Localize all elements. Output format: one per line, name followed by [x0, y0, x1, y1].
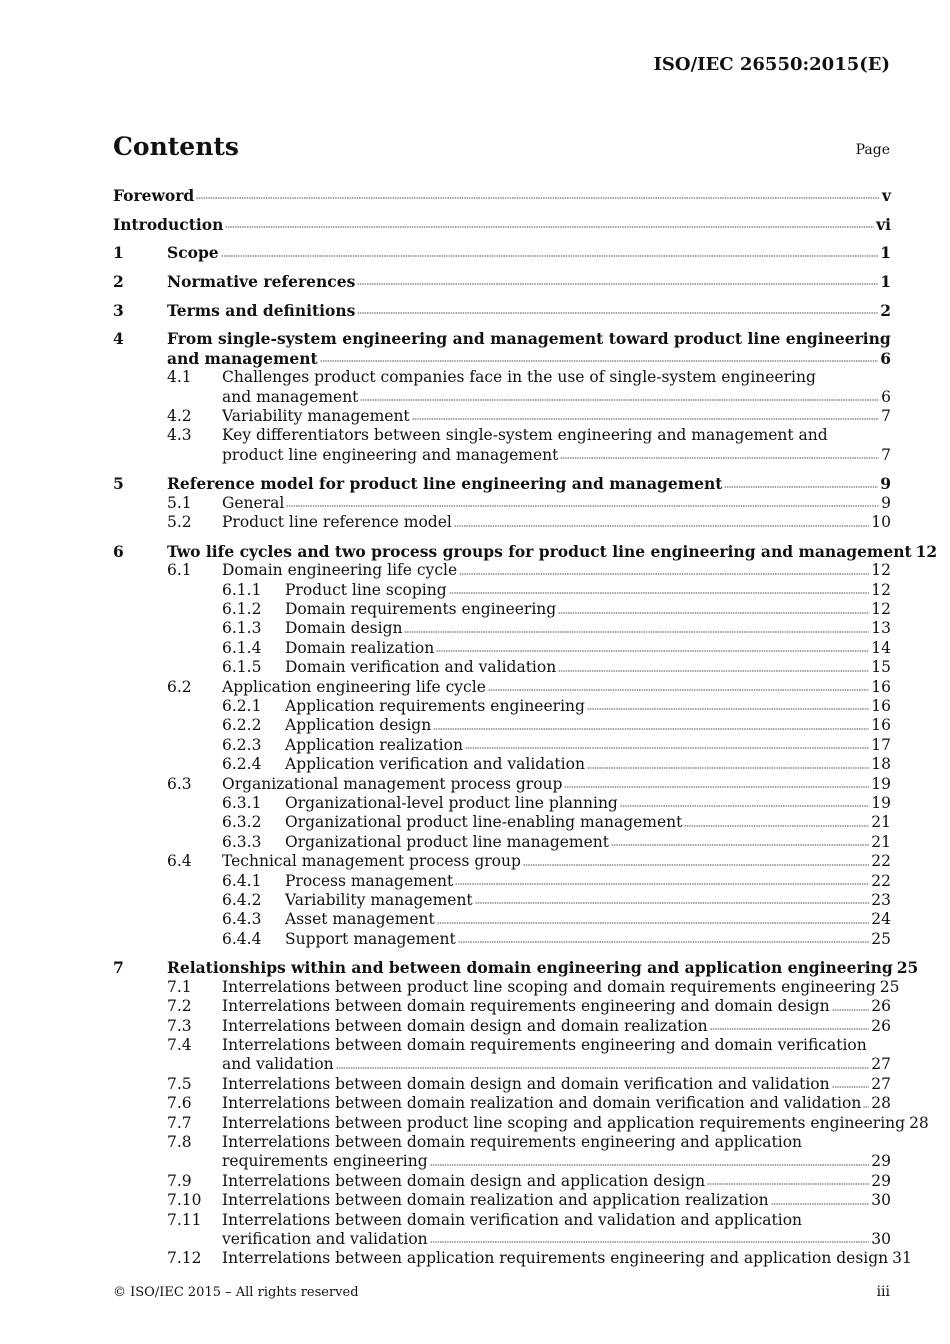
toc-entry-number: 3 [113, 300, 124, 320]
toc-entry[interactable] [113, 775, 891, 794]
page-column-label: Page [855, 142, 890, 158]
toc-entry-page: 13 [871, 619, 891, 638]
toc-entry-title: Product line scoping [285, 580, 447, 599]
toc-entry-page: 27 [871, 1055, 891, 1074]
toc-entry-page: 14 [871, 638, 891, 657]
toc-entry-page: 28 [909, 1113, 929, 1132]
toc-dot-leader [221, 254, 879, 258]
toc-entry-title: Product line reference model [222, 513, 452, 532]
toc-entry[interactable] [113, 1055, 891, 1074]
toc-dot-leader [475, 901, 870, 905]
toc-entry[interactable] [113, 716, 891, 735]
toc-entry-title: Introduction [113, 214, 224, 234]
toc-dot-leader [523, 863, 869, 867]
toc-dot-leader [357, 282, 878, 286]
toc-entry-page: vi [876, 214, 891, 234]
toc-dot-leader [437, 921, 869, 925]
toc-entry[interactable] [113, 755, 891, 774]
toc-dot-leader [465, 746, 869, 750]
toc-entry[interactable] [113, 658, 891, 677]
toc-dot-leader [458, 940, 870, 944]
toc-entry-title: Application requirements engineering [285, 697, 585, 716]
toc-dot-leader [488, 688, 869, 692]
toc-entry-title: Application design [285, 716, 432, 735]
toc-entry-title: Process management [285, 871, 454, 890]
toc-dot-leader [771, 1202, 870, 1206]
toc-entry-number: 6.1.1 [222, 580, 262, 599]
toc-dot-leader [225, 225, 874, 229]
toc-entry-title: Technical management process group [222, 852, 521, 871]
contents-heading: Contents [113, 132, 240, 161]
toc-entry-title: Scope [167, 243, 219, 263]
toc-entry-page: 12 [871, 600, 891, 619]
toc-entry-title: Application realization [285, 735, 463, 754]
toc-entry[interactable] [113, 813, 891, 832]
toc-entry-number: 6.2.1 [222, 697, 262, 716]
toc-entry-page: 21 [871, 832, 891, 851]
toc-entry-number: 7.2 [167, 997, 192, 1016]
toc-entry-title: Domain realization [285, 638, 435, 657]
toc-entry[interactable] [113, 833, 891, 852]
toc-entry-page: 22 [871, 871, 891, 890]
toc-entry-title: and validation [222, 1055, 334, 1074]
toc-entry[interactable] [113, 561, 891, 580]
toc-entry-number: 2 [113, 272, 124, 292]
toc-dot-leader [286, 504, 879, 508]
toc-entry[interactable] [113, 678, 891, 697]
toc-entry-page: 19 [871, 774, 891, 793]
toc-entry[interactable] [113, 1249, 912, 1268]
toc-entry-title: Interrelations between domain verification and validation and application [222, 1210, 803, 1229]
toc-entry[interactable] [113, 388, 891, 407]
toc-dot-leader [412, 417, 879, 421]
toc-entry-page: 7 [881, 406, 891, 425]
toc-dot-leader [832, 1085, 870, 1089]
toc-dot-leader [684, 824, 869, 828]
toc-entry-title: Interrelations between domain design and application design [222, 1171, 706, 1190]
toc-entry[interactable] [113, 891, 891, 910]
toc-entry-page: 6 [880, 348, 891, 368]
toc-entry-number: 4.3 [167, 426, 192, 445]
toc-entry[interactable] [113, 697, 891, 716]
toc-entry[interactable] [113, 1075, 891, 1094]
toc-entry-number: 7.4 [167, 1035, 192, 1054]
toc-entry-number: 6.4.3 [222, 910, 262, 929]
toc-entry[interactable] [113, 513, 891, 532]
toc-dot-leader [320, 359, 879, 363]
toc-entry-number: 7 [113, 958, 124, 978]
toc-entry-title: product line engineering and management [222, 445, 559, 464]
copyright-footer: © ISO/IEC 2015 – All rights reserved [113, 1285, 359, 1300]
toc-entry-page: 16 [871, 697, 891, 716]
toc-entry[interactable] [113, 639, 891, 658]
toc-entry-title: Challenges product companies face in the use of single-system engineering [222, 368, 816, 387]
toc-entry-page: 12 [871, 580, 891, 599]
toc-entry-page: 10 [871, 513, 891, 532]
toc-entry-title: Interrelations between domain requirements engineering and domain verification [222, 1035, 867, 1054]
toc-dot-leader [449, 591, 870, 595]
toc-entry-title: verification and validation [222, 1229, 428, 1248]
toc-entry[interactable] [113, 600, 891, 619]
toc-entry-title: Variability management [222, 406, 410, 425]
toc-entry-page: 31 [892, 1249, 912, 1268]
toc-entry-number: 7.1 [167, 977, 192, 996]
toc-entry[interactable] [113, 1017, 891, 1036]
toc-entry-page: 27 [871, 1074, 891, 1093]
toc-dot-leader [430, 1240, 870, 1244]
toc-entry-title: Interrelations between domain requirements engineering and domain design [222, 997, 830, 1016]
toc-entry[interactable] [113, 1230, 891, 1249]
toc-entry-title: and management [222, 387, 359, 406]
toc-entry-title: Two life cycles and two process groups for product line engineering and management [167, 541, 912, 561]
toc-dot-leader [710, 1027, 870, 1031]
toc-entry-number: 1 [113, 243, 124, 263]
toc-entry-number: 6.1.3 [222, 619, 262, 638]
toc-entry-number: 7.11 [167, 1210, 202, 1229]
toc-entry-page: 15 [871, 658, 891, 677]
toc-entry-page: 12 [915, 541, 938, 561]
toc-entry-page: 12 [871, 561, 891, 580]
toc-entry-title: Asset management [285, 910, 435, 929]
toc-dot-leader [724, 485, 878, 489]
toc-entry-number: 7.3 [167, 1016, 192, 1035]
toc-entry-title: Interrelations between domain requirements engineering and application [222, 1132, 803, 1151]
toc-entry-number: 5.2 [167, 513, 192, 532]
toc-entry-number: 6.2.2 [222, 716, 262, 735]
toc-entry[interactable] [113, 541, 938, 561]
toc-entry[interactable] [113, 852, 891, 871]
toc-entry[interactable] [113, 329, 891, 348]
toc-entry-title: Interrelations between domain realization and application realization [222, 1191, 769, 1210]
toc-dot-leader [564, 785, 869, 789]
toc-entry-title: Domain verification and validation [285, 658, 557, 677]
toc-entry-page: 30 [871, 1229, 891, 1248]
toc-entry-number: 6.4.4 [222, 929, 262, 948]
toc-entry-page: 25 [871, 929, 891, 948]
toc-entry-page: 28 [871, 1094, 891, 1113]
toc-entry-number: 6.3.2 [222, 813, 262, 832]
toc-dot-leader [454, 524, 869, 528]
toc-entry[interactable] [113, 1152, 891, 1171]
toc-entry-page: 26 [871, 1016, 891, 1035]
toc-entry-title: Organizational product line management [285, 832, 609, 851]
toc-entry[interactable] [113, 1191, 891, 1210]
toc-entry[interactable] [113, 407, 891, 426]
toc-entry-number: 7.10 [167, 1191, 202, 1210]
toc-entry[interactable] [113, 186, 891, 205]
toc-dot-leader [404, 630, 869, 634]
toc-entry-number: 6.1.4 [222, 638, 262, 657]
toc-entry[interactable] [113, 930, 891, 949]
toc-dot-leader [558, 611, 869, 615]
toc-entry-page: 16 [871, 716, 891, 735]
toc-dot-leader [611, 843, 869, 847]
toc-entry-title: Key differentiators between single-system engineering and management and [222, 426, 828, 445]
document-id-header: ISO/IEC 26550:2015(E) [653, 54, 890, 75]
toc-entry-number: 5.1 [167, 493, 192, 512]
toc-entry-number: 6.3.1 [222, 794, 262, 812]
toc-entry-title: Organizational product line-enabling management [285, 813, 683, 832]
toc-entry-page: 30 [871, 1191, 891, 1210]
toc-dot-leader [436, 649, 869, 653]
toc-entry-title: Normative references [167, 272, 356, 292]
toc-entry-number: 6.2.4 [222, 755, 262, 774]
toc-entry-number: 5 [113, 474, 124, 494]
toc-entry-page: 2 [880, 300, 891, 320]
toc-entry-title: From single-system engineering and management toward product line engineering [167, 329, 891, 349]
toc-entry[interactable] [113, 301, 891, 320]
toc-entry-title: Interrelations between product line scoping and domain requirements engineering [222, 977, 876, 996]
toc-entry-title: Domain engineering life cycle [222, 561, 458, 580]
toc-entry-page: 25 [879, 977, 900, 996]
toc-entry-page: v [881, 185, 891, 205]
toc-dot-leader [587, 766, 869, 770]
toc-entry[interactable] [113, 1094, 891, 1113]
toc-entry[interactable] [113, 426, 891, 445]
toc-entry-page: 7 [881, 445, 891, 464]
toc-entry[interactable] [113, 1172, 891, 1191]
toc-entry-page: 18 [871, 755, 891, 774]
toc-entry[interactable] [113, 1211, 891, 1230]
toc-entry-title: Interrelations between domain design and domain realization [222, 1016, 708, 1035]
toc-dot-leader [620, 804, 869, 808]
toc-entry-page: 17 [871, 735, 891, 754]
toc-entry-title: General [222, 493, 285, 512]
toc-entry-number: 7.8 [167, 1132, 192, 1151]
toc-entry[interactable] [113, 581, 891, 600]
toc-entry-page: 6 [881, 387, 891, 406]
toc-entry-number: 7.9 [167, 1171, 192, 1190]
toc-entry-number: 6.1.5 [222, 658, 262, 677]
toc-entry-page: 24 [871, 910, 891, 929]
toc-entry-title: Reference model for product line engineering and management [167, 474, 723, 494]
toc-entry-page: 9 [880, 474, 891, 494]
toc-entry[interactable] [113, 794, 891, 813]
toc-entry-page: 1 [880, 272, 891, 292]
toc-entry-title: requirements engineering [222, 1152, 428, 1171]
table-of-contents [113, 185, 938, 1269]
toc-entry-title: and management [167, 348, 318, 368]
toc-entry-title: Foreword [113, 185, 195, 205]
toc-entry-number: 4.2 [167, 406, 192, 425]
toc-entry-title: Interrelations between domain realization and domain verification and validation [222, 1094, 862, 1113]
toc-entry-number: 7.6 [167, 1094, 192, 1113]
toc-dot-leader [455, 882, 869, 886]
toc-entry-number: 6.3 [167, 774, 192, 793]
toc-entry[interactable] [113, 474, 891, 493]
toc-entry-number: 6.2 [167, 677, 192, 696]
toc-entry[interactable] [113, 910, 891, 929]
toc-entry-page: 19 [871, 794, 891, 812]
toc-entry-title: Interrelations between application requirements engineering and application design [222, 1249, 889, 1268]
toc-entry-number: 4 [113, 329, 124, 349]
toc-entry[interactable] [113, 958, 919, 978]
toc-entry-number: 6.4 [167, 852, 192, 871]
toc-entry-number: 6.1.2 [222, 600, 262, 619]
toc-dot-leader [560, 456, 879, 460]
toc-dot-leader [558, 669, 869, 673]
toc-entry[interactable] [113, 215, 891, 234]
toc-entry-title: Support management [285, 929, 456, 948]
toc-entry-number: 7.12 [167, 1249, 202, 1268]
toc-entry-page: 21 [871, 813, 891, 832]
toc-entry-number: 6.1 [167, 561, 192, 580]
toc-entry-page: 29 [871, 1171, 891, 1190]
toc-entry[interactable] [113, 1113, 929, 1133]
toc-entry-title: Relationships within and between domain engineering and application engineering [167, 958, 893, 978]
toc-entry[interactable] [113, 272, 891, 291]
toc-entry-title: Variability management [285, 890, 473, 909]
toc-dot-leader [430, 1163, 870, 1167]
toc-entry-title: Application engineering life cycle [222, 677, 486, 696]
toc-dot-leader [832, 1008, 870, 1012]
toc-entry-page: 26 [871, 997, 891, 1016]
toc-entry-page: 23 [871, 890, 891, 909]
page-number: iii [876, 1284, 890, 1300]
toc-entry-number: 6.3.3 [222, 832, 262, 851]
toc-entry-title: Interrelations between product line scoping and application requirements engineering [222, 1113, 906, 1132]
toc-entry-page: 25 [896, 958, 919, 978]
toc-entry-title: Application verification and validation [285, 755, 585, 774]
toc-entry-number: 6.2.3 [222, 735, 262, 754]
toc-entry-title: Organizational management process group [222, 774, 563, 793]
toc-entry-number: 6.4.2 [222, 890, 262, 909]
toc-dot-leader [196, 196, 880, 200]
toc-entry[interactable] [113, 243, 891, 262]
toc-dot-leader [707, 1182, 869, 1186]
toc-dot-leader [336, 1066, 870, 1070]
toc-entry-title: Domain design [285, 619, 403, 638]
toc-entry[interactable] [113, 736, 891, 755]
toc-entry-page: 29 [871, 1152, 891, 1171]
toc-dot-leader [357, 311, 878, 315]
toc-entry-number: 6 [113, 541, 124, 561]
toc-entry-title: Domain requirements engineering [285, 600, 557, 619]
toc-dot-leader [360, 398, 879, 402]
toc-entry[interactable] [113, 620, 891, 639]
toc-entry-number: 4.1 [167, 368, 192, 387]
toc-entry[interactable] [113, 1036, 891, 1055]
toc-entry[interactable] [113, 997, 891, 1016]
toc-entry-title: Terms and definitions [167, 300, 356, 320]
toc-entry[interactable] [113, 494, 891, 513]
toc-entry-title: Interrelations between domain design and domain verification and validation [222, 1074, 830, 1093]
toc-entry-page: 1 [880, 243, 891, 263]
toc-entry[interactable] [113, 349, 891, 368]
toc-entry[interactable] [113, 977, 900, 997]
toc-entry-number: 7.5 [167, 1074, 192, 1093]
toc-dot-leader [863, 1105, 869, 1109]
toc-entry[interactable] [113, 368, 891, 387]
toc-entry-number: 7.7 [167, 1113, 192, 1132]
toc-dot-leader [459, 572, 869, 576]
toc-dot-leader [587, 707, 869, 711]
toc-entry[interactable] [113, 1133, 891, 1152]
toc-entry[interactable] [113, 872, 891, 891]
toc-dot-leader [433, 727, 869, 731]
toc-entry-title: Organizational-level product line planning [285, 794, 618, 812]
toc-entry-page: 22 [871, 852, 891, 871]
toc-entry-page: 9 [881, 493, 891, 512]
toc-entry-number: 6.4.1 [222, 871, 262, 890]
toc-entry-page: 16 [871, 677, 891, 696]
toc-entry[interactable] [113, 446, 891, 465]
